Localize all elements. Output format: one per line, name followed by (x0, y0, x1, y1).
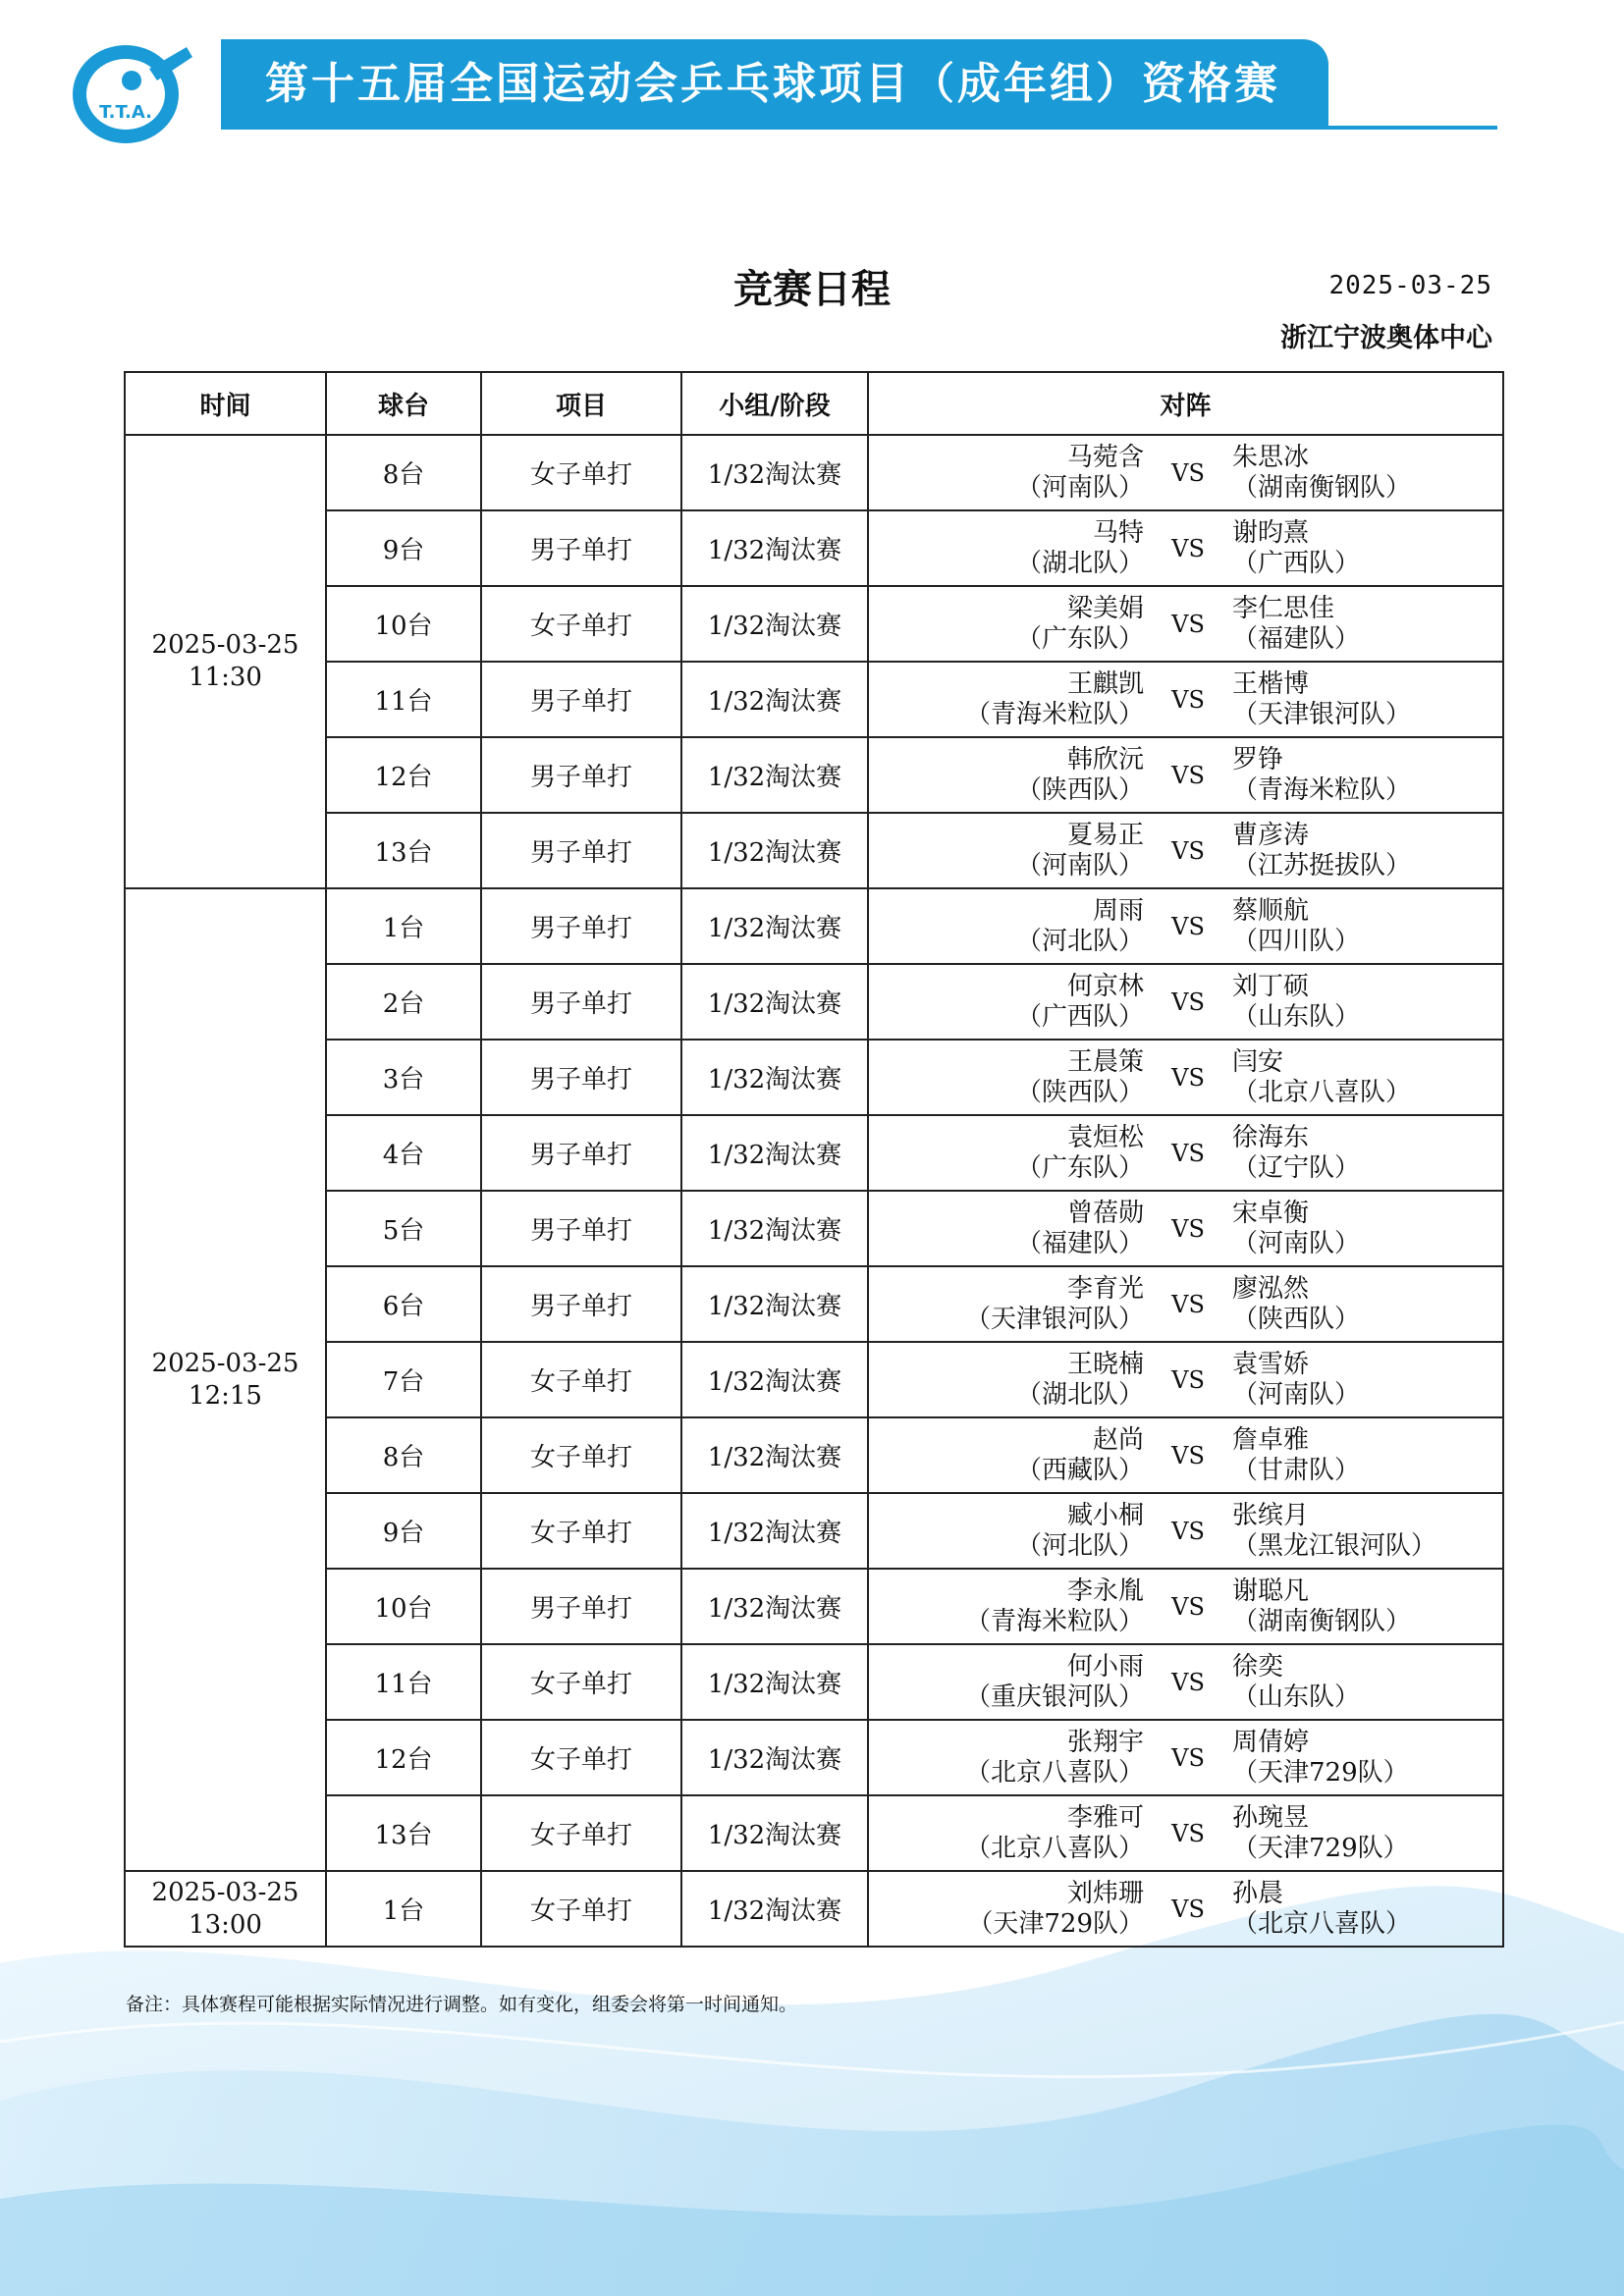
player-left (869, 669, 1144, 730)
matchup (869, 1570, 1502, 1643)
player-right-name: 袁雪娇 (1232, 1349, 1310, 1379)
player-left (869, 896, 1144, 957)
matchup (869, 1494, 1502, 1568)
player-right (1232, 1123, 1502, 1184)
event-cell: 男子单打 (481, 964, 681, 1040)
vs-label: VS (1171, 1668, 1205, 1696)
table-row (125, 964, 1503, 1040)
player-left-team: （陕西队） (1015, 774, 1144, 805)
table-row (125, 813, 1503, 888)
player-right-team: （江苏挺拔队） (1232, 850, 1412, 881)
matchup-cell (868, 1342, 1503, 1417)
event-cell: 女子单打 (481, 435, 681, 510)
player-right (1232, 1274, 1502, 1335)
table-row (125, 435, 1503, 510)
player-right (1232, 1047, 1502, 1108)
player-right-name: 闫安 (1232, 1046, 1284, 1077)
player-right-team: （山东队） (1232, 1682, 1361, 1712)
stage-cell: 1/32淘汰赛 (681, 1569, 868, 1644)
header-time: 时间 (125, 372, 326, 435)
player-left-name: 赵尚 (1092, 1424, 1144, 1455)
player-left (869, 518, 1144, 579)
stage-cell: 1/32淘汰赛 (681, 1191, 868, 1266)
matchup (869, 436, 1502, 509)
matchup (869, 1796, 1502, 1870)
matchup (869, 814, 1502, 887)
matchup-cell (868, 813, 1503, 888)
stage-cell: 1/32淘汰赛 (681, 1493, 868, 1569)
player-left-name: 周雨 (1092, 895, 1144, 926)
vs-label: VS (1171, 1290, 1205, 1318)
event-cell: 女子单打 (481, 1342, 681, 1417)
table-row (125, 1795, 1503, 1871)
player-right-name: 孙晨 (1232, 1878, 1284, 1908)
vs-label: VS (1171, 836, 1205, 865)
table-row (125, 662, 1503, 737)
header-banner (221, 39, 1328, 130)
stage-cell: 1/32淘汰赛 (681, 510, 868, 586)
stage-cell: 1/32淘汰赛 (681, 1342, 868, 1417)
player-right-team: （天津银河队） (1232, 699, 1412, 729)
table-number-cell: 11台 (326, 1644, 481, 1720)
matchup (869, 1418, 1502, 1492)
player-right-team: （北京八喜队） (1232, 1077, 1412, 1107)
table-row (125, 1191, 1503, 1266)
player-left (869, 1576, 1144, 1637)
player-left-team: （湖北队） (1015, 1379, 1144, 1410)
player-right-team: （河南队） (1232, 1228, 1361, 1258)
matchup (869, 1192, 1502, 1265)
table-number-cell: 6台 (326, 1266, 481, 1342)
player-right (1232, 1350, 1502, 1411)
table-number-cell: 8台 (326, 435, 481, 510)
vs-label: VS (1171, 1441, 1205, 1469)
event-cell: 男子单打 (481, 1266, 681, 1342)
player-left (869, 1803, 1144, 1864)
time-clock: 12:15 (189, 1380, 262, 1411)
event-cell: 男子单打 (481, 888, 681, 964)
player-right-name: 徐奕 (1232, 1651, 1284, 1682)
player-left (869, 1199, 1144, 1259)
player-right-team: （广西队） (1232, 548, 1361, 578)
player-left-team: （福建队） (1015, 1228, 1144, 1258)
player-right-team: （陕西队） (1232, 1304, 1361, 1334)
player-right-name: 张缤月 (1232, 1500, 1310, 1530)
matchup (869, 1041, 1502, 1114)
event-cell: 男子单打 (481, 1191, 681, 1266)
tta-logo-icon (71, 39, 196, 147)
stage-cell: 1/32淘汰赛 (681, 737, 868, 813)
matchup-cell (868, 1644, 1503, 1720)
table-row (125, 1040, 1503, 1115)
event-cell: 男子单打 (481, 510, 681, 586)
player-left (869, 443, 1144, 504)
player-right (1232, 1803, 1502, 1864)
stage-cell: 1/32淘汰赛 (681, 1871, 868, 1947)
player-left-team: （河南队） (1015, 850, 1144, 881)
table-number-cell: 1台 (326, 1871, 481, 1947)
player-left-name: 马菀含 (1066, 442, 1144, 472)
event-cell: 女子单打 (481, 1644, 681, 1720)
matchup (869, 1343, 1502, 1416)
player-right-team: （四川队） (1232, 926, 1361, 956)
player-right-name: 詹卓雅 (1232, 1424, 1310, 1455)
event-cell: 男子单打 (481, 737, 681, 813)
player-right-team: （天津729队） (1232, 1833, 1409, 1863)
player-left (869, 1123, 1144, 1184)
stage-cell: 1/32淘汰赛 (681, 1115, 868, 1191)
table-row (125, 510, 1503, 586)
event-cell: 女子单打 (481, 1417, 681, 1493)
matchup (869, 965, 1502, 1039)
player-left (869, 594, 1144, 655)
player-right-name: 宋卓衡 (1232, 1198, 1310, 1228)
player-right (1232, 1652, 1502, 1713)
vs-label: VS (1171, 1365, 1205, 1394)
table-number-cell: 10台 (326, 1569, 481, 1644)
vs-label: VS (1171, 534, 1205, 562)
matchup (869, 1116, 1502, 1190)
player-left (869, 972, 1144, 1033)
vs-label: VS (1171, 912, 1205, 940)
stage-cell: 1/32淘汰赛 (681, 1644, 868, 1720)
matchup-cell (868, 888, 1503, 964)
table-number-cell: 12台 (326, 737, 481, 813)
event-cell: 女子单打 (481, 1871, 681, 1947)
document-venue: 浙江宁波奥体中心 (1280, 323, 1492, 353)
header-stage: 小组/阶段 (681, 372, 868, 435)
vs-label: VS (1171, 1592, 1205, 1621)
player-left-name: 袁烜松 (1066, 1122, 1144, 1152)
document-date: 2025-03-25 (1328, 271, 1492, 300)
stage-cell: 1/32淘汰赛 (681, 1040, 868, 1115)
table-row (125, 1871, 1503, 1947)
player-left-team: （北京八喜队） (964, 1757, 1144, 1788)
player-right-name: 谢昀熹 (1232, 517, 1310, 548)
matchup-cell (868, 510, 1503, 586)
stage-cell: 1/32淘汰赛 (681, 586, 868, 662)
matchup-cell (868, 1720, 1503, 1795)
matchup (869, 663, 1502, 736)
table-row (125, 1342, 1503, 1417)
player-left-name: 何京林 (1066, 971, 1144, 1001)
table-number-cell: 1台 (326, 888, 481, 964)
player-left-team: （北京八喜队） (964, 1833, 1144, 1863)
footnote: 备注：具体赛程可能根据实际情况进行调整。如有变化，组委会将第一时间通知。 (126, 1994, 798, 2015)
table-row (125, 888, 1503, 964)
player-left-team: （广东队） (1015, 623, 1144, 654)
header-table: 球台 (326, 372, 481, 435)
matchup (869, 1267, 1502, 1341)
player-right-team: （天津729队） (1232, 1757, 1409, 1788)
player-right (1232, 896, 1502, 957)
table-number-cell: 5台 (326, 1191, 481, 1266)
player-right-name: 李仁思佳 (1232, 593, 1335, 623)
table-row (125, 737, 1503, 813)
stage-cell: 1/32淘汰赛 (681, 1795, 868, 1871)
matchup-cell (868, 1417, 1503, 1493)
vs-label: VS (1171, 988, 1205, 1016)
table-number-cell: 8台 (326, 1417, 481, 1493)
player-right-name: 朱思冰 (1232, 442, 1310, 472)
header-matchup: 对阵 (868, 372, 1503, 435)
matchup-cell (868, 1191, 1503, 1266)
player-right-name: 王楷博 (1232, 668, 1310, 699)
vs-label: VS (1171, 761, 1205, 789)
matchup (869, 587, 1502, 661)
matchup (869, 1645, 1502, 1719)
matchup-cell (868, 1871, 1503, 1947)
vs-label: VS (1171, 1517, 1205, 1545)
player-right (1232, 745, 1502, 806)
table-row (125, 1569, 1503, 1644)
stage-cell: 1/32淘汰赛 (681, 662, 868, 737)
player-left-team: （天津729队） (967, 1908, 1144, 1939)
table-row (125, 1644, 1503, 1720)
player-left-team: （广东队） (1015, 1152, 1144, 1183)
document-title: 竞赛日程 (733, 267, 891, 312)
vs-label: VS (1171, 685, 1205, 714)
time-cell (125, 888, 326, 1871)
player-right-name: 徐海东 (1232, 1122, 1310, 1152)
player-right-team: （河南队） (1232, 1379, 1361, 1410)
player-right (1232, 972, 1502, 1033)
player-left-team: （陕西队） (1015, 1077, 1144, 1107)
player-right-name: 罗铮 (1232, 744, 1284, 774)
vs-label: VS (1171, 1819, 1205, 1847)
matchup-cell (868, 1115, 1503, 1191)
player-right (1232, 1199, 1502, 1259)
player-right (1232, 518, 1502, 579)
event-cell: 女子单打 (481, 1795, 681, 1871)
vs-label: VS (1171, 1743, 1205, 1772)
vs-label: VS (1171, 458, 1205, 487)
matchup-cell (868, 435, 1503, 510)
stage-cell: 1/32淘汰赛 (681, 435, 868, 510)
svg-text:T.T.A.: T.T.A. (99, 102, 152, 123)
stage-cell: 1/32淘汰赛 (681, 888, 868, 964)
stage-cell: 1/32淘汰赛 (681, 1417, 868, 1493)
matchup (869, 1721, 1502, 1794)
player-right-team: （北京八喜队） (1232, 1908, 1412, 1939)
matchup-cell (868, 662, 1503, 737)
player-right-team: （黑龙江银河队） (1232, 1530, 1437, 1561)
player-left-name: 李雅可 (1066, 1802, 1144, 1833)
table-number-cell: 2台 (326, 964, 481, 1040)
time-clock: 11:30 (189, 663, 262, 692)
player-left-name: 何小雨 (1066, 1651, 1144, 1682)
player-left (869, 1728, 1144, 1789)
player-left-team: （湖北队） (1015, 548, 1144, 578)
time-date: 2025-03-25 (151, 630, 299, 660)
player-left-name: 曾蓓勋 (1066, 1198, 1144, 1228)
table-row (125, 1720, 1503, 1795)
player-right (1232, 1728, 1502, 1789)
matchup-cell (868, 964, 1503, 1040)
player-right-name: 曹彦涛 (1232, 820, 1310, 850)
player-left-name: 韩欣沅 (1066, 744, 1144, 774)
player-right-name: 周倩婷 (1232, 1727, 1310, 1757)
matchup-cell (868, 1040, 1503, 1115)
matchup (869, 511, 1502, 585)
player-right-name: 刘丁硕 (1232, 971, 1310, 1001)
vs-label: VS (1171, 1063, 1205, 1092)
table-number-cell: 10台 (326, 586, 481, 662)
player-right (1232, 443, 1502, 504)
table-row (125, 1417, 1503, 1493)
player-left-name: 刘炜珊 (1066, 1878, 1144, 1908)
schedule-table (124, 371, 1504, 1948)
matchup (869, 889, 1502, 963)
player-left-name: 臧小桐 (1066, 1500, 1144, 1530)
player-right (1232, 1576, 1502, 1637)
player-left-name: 张翔宇 (1066, 1727, 1144, 1757)
vs-label: VS (1171, 610, 1205, 638)
player-left-team: （西藏队） (1015, 1455, 1144, 1485)
event-cell: 男子单打 (481, 1115, 681, 1191)
matchup-cell (868, 1795, 1503, 1871)
event-cell: 男子单打 (481, 813, 681, 888)
player-right-team: （辽宁队） (1232, 1152, 1361, 1183)
table-header-row (125, 372, 1503, 435)
player-left-name: 王麒凯 (1066, 668, 1144, 699)
matchup-cell (868, 1266, 1503, 1342)
time-cell (125, 1871, 326, 1947)
player-left (869, 1350, 1144, 1411)
player-left-name: 李育光 (1066, 1273, 1144, 1304)
player-right-team: （青海米粒队） (1232, 774, 1412, 805)
table-number-cell: 11台 (326, 662, 481, 737)
player-right-name: 廖泓然 (1232, 1273, 1310, 1304)
player-right-team: （福建队） (1232, 623, 1361, 654)
event-cell: 男子单打 (481, 1040, 681, 1115)
matchup-cell (868, 737, 1503, 813)
event-cell: 女子单打 (481, 1720, 681, 1795)
player-left-name: 王晨策 (1066, 1046, 1144, 1077)
table-row (125, 1493, 1503, 1569)
player-right-team: （湖南衡钢队） (1232, 472, 1412, 503)
player-left-team: （河北队） (1015, 1530, 1144, 1561)
vs-label: VS (1171, 1139, 1205, 1167)
player-left-team: （青海米粒队） (964, 699, 1144, 729)
player-right (1232, 821, 1502, 881)
player-right (1232, 594, 1502, 655)
event-cell: 女子单打 (481, 586, 681, 662)
player-left-team: （河北队） (1015, 926, 1144, 956)
player-right-name: 蔡顺航 (1232, 895, 1310, 926)
time-clock: 13:00 (189, 1909, 262, 1940)
player-left (869, 1652, 1144, 1713)
player-right-name: 孙琬昱 (1232, 1802, 1310, 1833)
stage-cell: 1/32淘汰赛 (681, 964, 868, 1040)
event-cell: 女子单打 (481, 1493, 681, 1569)
banner-title: 第十五届全国运动会乒乓球项目（成年组）资格赛 (265, 59, 1280, 109)
player-right (1232, 1501, 1502, 1562)
player-right (1232, 1425, 1502, 1486)
player-left (869, 1047, 1144, 1108)
header-event: 项目 (481, 372, 681, 435)
player-left-name: 马特 (1092, 517, 1144, 548)
matchup (869, 1872, 1502, 1946)
player-left-team: （重庆银河队） (964, 1682, 1144, 1712)
event-cell: 男子单打 (481, 662, 681, 737)
player-right-team: （山东队） (1232, 1001, 1361, 1032)
player-left (869, 1274, 1144, 1335)
player-left (869, 1879, 1144, 1940)
vs-label: VS (1171, 1895, 1205, 1923)
table-number-cell: 12台 (326, 1720, 481, 1795)
player-right (1232, 669, 1502, 730)
event-cell: 男子单打 (481, 1569, 681, 1644)
player-left-name: 李永胤 (1066, 1575, 1144, 1606)
player-left-team: （河南队） (1015, 472, 1144, 503)
table-number-cell: 9台 (326, 1493, 481, 1569)
player-left-name: 夏易正 (1066, 820, 1144, 850)
matchup (869, 738, 1502, 812)
table-number-cell: 13台 (326, 1795, 481, 1871)
stage-cell: 1/32淘汰赛 (681, 1720, 868, 1795)
table-number-cell: 7台 (326, 1342, 481, 1417)
vs-label: VS (1171, 1214, 1205, 1243)
player-right (1232, 1879, 1502, 1940)
player-left-name: 王晓楠 (1066, 1349, 1144, 1379)
player-left-team: （广西队） (1015, 1001, 1144, 1032)
table-number-cell: 13台 (326, 813, 481, 888)
player-left (869, 821, 1144, 881)
player-left-team: （青海米粒队） (964, 1606, 1144, 1636)
player-left-name: 梁美娟 (1066, 593, 1144, 623)
time-date: 2025-03-25 (151, 1348, 299, 1378)
matchup-cell (868, 1493, 1503, 1569)
stage-cell: 1/32淘汰赛 (681, 813, 868, 888)
time-date: 2025-03-25 (151, 1877, 299, 1907)
player-left (869, 1501, 1144, 1562)
matchup-cell (868, 1569, 1503, 1644)
player-left (869, 1425, 1144, 1486)
matchup-cell (868, 586, 1503, 662)
table-number-cell: 3台 (326, 1040, 481, 1115)
table-row (125, 1266, 1503, 1342)
table-number-cell: 4台 (326, 1115, 481, 1191)
stage-cell: 1/32淘汰赛 (681, 1266, 868, 1342)
player-left (869, 745, 1144, 806)
table-row (125, 586, 1503, 662)
player-left-team: （天津银河队） (964, 1304, 1144, 1334)
table-row (125, 1115, 1503, 1191)
player-right-name: 谢聪凡 (1232, 1575, 1310, 1606)
player-right-team: （甘肃队） (1232, 1455, 1361, 1485)
time-cell (125, 435, 326, 888)
player-right-team: （湖南衡钢队） (1232, 1606, 1412, 1636)
table-number-cell: 9台 (326, 510, 481, 586)
